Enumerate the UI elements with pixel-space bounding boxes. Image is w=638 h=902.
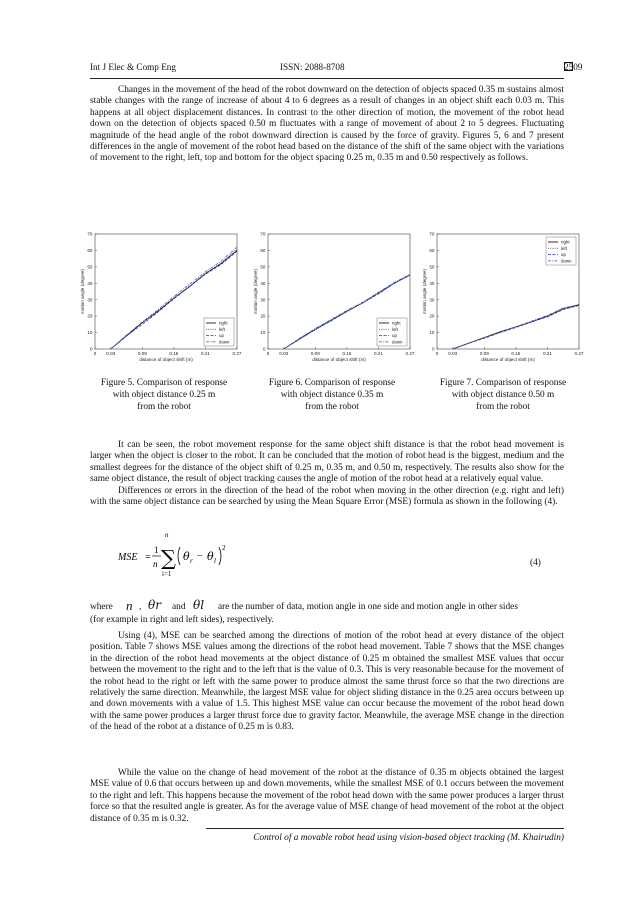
paragraph-3: Differences or errors in the direction of the head of the robot when moving in the other direction (e.g. right and left) with the same object distance can be searched by using the Mean Square Error (MSE) formula as shown in the following (4). [90,486,564,508]
legend-label-right: right [392,320,401,326]
symbol-n: n [126,598,133,613]
page-number: 2509 [564,62,583,72]
x-tick-label: 0.09 [137,351,147,356]
y-tick-label: 20 [260,313,266,319]
legend-label-left: left [219,326,225,332]
header-rule [90,78,564,79]
legend-label-right: right [561,239,570,245]
legend-label-left: left [561,245,567,251]
x-tick-label: 0.15 [511,351,521,356]
symbol-theta-r: θr [148,598,161,612]
svg-text:1: 1 [154,545,159,555]
x-axis-label: distance of object shift (m) [139,357,193,362]
footer-rule [206,828,564,829]
y-tick-label: 60 [260,248,266,254]
equation-number: (4) [530,558,541,568]
y-tick-label: 0 [431,346,435,352]
y-tick-label: 10 [429,330,435,336]
x-tick-label: 0 [93,351,97,356]
figure-7-chart [420,224,586,364]
svg-text:i=1: i=1 [162,570,172,578]
y-axis-label: motion angle (degree) [80,269,85,314]
y-tick-label: 20 [429,313,435,319]
svg-text:n: n [165,531,169,539]
y-tick-label: 40 [429,280,435,286]
x-tick-label: 0.21 [542,351,552,356]
x-tick-label: 0.15 [169,351,179,356]
y-axis-label: motion angle (degree) [253,269,258,314]
y-tick-label: 60 [87,248,93,254]
x-tick-label: 0 [266,351,270,356]
x-tick-label: 0.21 [200,351,210,356]
x-tick-label: 0.09 [479,351,489,356]
svg-text:θ: θ [183,550,190,563]
y-tick-label: 10 [260,330,266,336]
legend-label-down: down [561,258,572,264]
legend-label-up: up [561,252,566,258]
figure-5-caption: Figure 5. Comparison of response with object distance 0.25 m from the robot [100,378,228,413]
x-tick-label: 0.03 [448,351,458,356]
figure-6-caption: Figure 6. Comparison of response with object distance 0.35 m from the robot [268,378,396,413]
y-tick-label: 20 [87,313,93,319]
svg-text:r: r [190,557,193,565]
symbol-theta-l: θl [193,598,205,612]
y-tick-label: 30 [429,297,435,303]
x-tick-label: 0.03 [106,351,116,356]
svg-text:=: = [145,552,151,563]
legend-label-up: up [392,333,397,339]
journal-name: Int J Elec & Comp Eng [90,62,176,72]
x-axis-label: distance of object shift (m) [312,357,366,362]
legend-label-left: left [392,326,398,332]
svg-text:θ: θ [207,550,214,563]
mse-equation [116,524,256,580]
paragraph-1: Changes in the movement of the head of the robot downward on the detection of objects spaced 0.35 m sustains almost stable changes with the range of increase of about 4 to 6 degrees as a result of changes in an object shift each 0.03 m. This happens at all object displacement distances. In contrast to the other direction of motion, the movement of the robot head down on the detection of objects spaced 0.50 m fluctuates with a range of movement of about 2 to 5 degrees. Fluctuating magnitude of the head angle of the robot downward direction is caused by the force of gravity. Figures 5, 6 and 7 present differences in the angle of movement of the robot head based on the distance of the shift of the same object with the variations of movement to the right, left, top and bottom for the object spacing 0.25 m, 0.35 m and 0.50 respectively as follows. [90,85,564,164]
paragraph-4: Using (4), MSE can be searched among the directions of motion of the robot head at every distance of the object position. Table 7 shows MSE values among the directions of the robot head movement. Table 7 shows that the MSE changes in the direction of the robot head movements at the object distance of 0.25 m obtained the smallest MSE values that occur between the movement to the right and to the left that is the value of 0.3. This is very reasonable because for the movement of the robot head to the right or left with the same power to produce almost the same thrust force so that the two directions are relatively the same direction. Meanwhile, the largest MSE value for object sliding distance in the 0.25 area occurs between up and down movements with a value of 1.5. This highest MSE value can occur because the movement of the robot head down with the same power produces a larger thrust force due to gravity factor. Meanwhile, the average MSE change in the direction of the head of the robot at a distance of 0.25 m is 0.83. [90,631,564,733]
y-tick-label: 70 [260,231,266,237]
paragraph-5: While the value on the change of head movement of the robot at the distance of 0.35 m objects obtained the largest MSE value of 0.6 that occurs between up and down movements, while the smallest MSE of 0.1 occurs between the movement to the right and left. This happens because the movement of the robot head down with the same power produces a larger thrust force so that the resulted angle is greater. As for the average value of MSE change of head movement of the robot at the object distance of 0.35 m is 0.32. [90,768,564,824]
x-tick-label: 0.27 [232,351,242,356]
y-tick-label: 30 [260,297,266,303]
running-header [90,62,583,76]
legend-label-right: right [219,320,228,326]
y-tick-label: 0 [262,346,266,352]
y-tick-label: 30 [87,297,93,303]
x-axis-label: distance of object shift (m) [481,357,535,362]
figure-6-chart [251,224,417,364]
svg-text:∑: ∑ [161,546,176,570]
y-tick-label: 70 [429,231,435,237]
svg-text:l: l [214,557,216,565]
svg-text:−: − [197,551,203,562]
x-tick-label: 0.27 [405,351,415,356]
y-tick-label: 50 [429,264,435,270]
legend-label-down: down [219,339,230,345]
x-tick-label: 0.03 [279,351,289,356]
footer-citation: Control of a movable robot head using vision-based object tracking (M. Khairudin) [253,833,564,843]
x-tick-label: 0.09 [310,351,320,356]
x-tick-label: 0.15 [342,351,352,356]
figure-5-chart [78,224,244,364]
svg-text:MSE: MSE [118,552,138,563]
y-tick-label: 50 [260,264,266,270]
y-tick-label: 0 [89,346,93,352]
y-axis-label: motion angle (degree) [422,269,427,314]
y-tick-label: 10 [87,330,93,336]
y-tick-label: 40 [260,280,266,286]
legend-label-up: up [219,333,224,339]
y-tick-label: 50 [87,264,93,270]
x-tick-label: 0 [435,351,439,356]
x-tick-label: 0.21 [373,351,383,356]
y-tick-label: 70 [87,231,93,237]
svg-text:n: n [153,559,158,569]
svg-text:2: 2 [222,544,226,552]
issn: ISSN: 2088-8708 [280,62,345,72]
y-tick-label: 40 [87,280,93,286]
x-tick-label: 0.27 [574,351,584,356]
legend-label-down: down [392,339,403,345]
y-tick-label: 60 [429,248,435,254]
figure-7-caption: Figure 7. Comparison of response with object distance 0.50 m from the robot [439,378,567,413]
paragraph-2: It can be seen, the robot movement response for the same object shift distance is that the robot head movement is larger when the object is closer to the robot. It can be concluded that the motion of robot head is the biggest, medium and the smallest degrees for the distance of the object shift of 0.25 m, 0.35 m, and 0.50 m, respectively. The results also show for the same object distance, the result of object tracking causes the angle of motion of the robot head at a relatively equal value. [90,440,564,485]
